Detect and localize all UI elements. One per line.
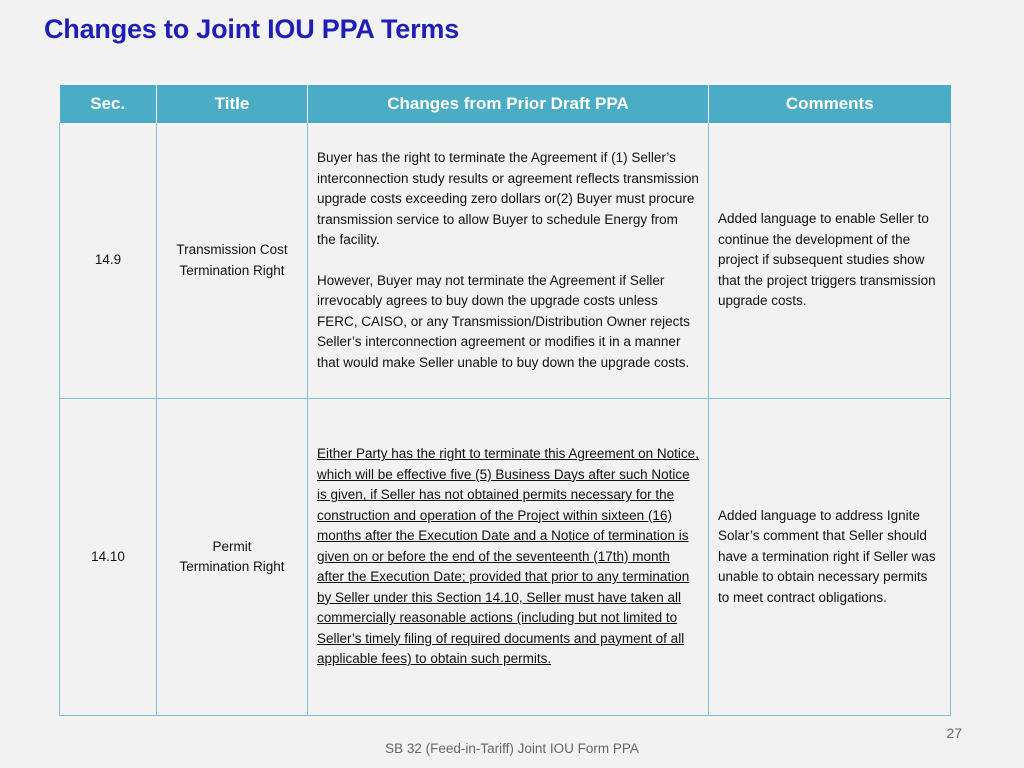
cell-sec: 14.9: [60, 123, 157, 399]
title-line: Termination Right: [179, 262, 285, 278]
cell-comments: Added language to enable Seller to continue the development of the project if subsequent studies show that the project triggers transmission upgrade costs.: [709, 123, 951, 399]
table-row: [60, 399, 951, 716]
title-line: Termination Right: [179, 559, 285, 574]
cell-comments: Added language to address Ignite Solar’s comment that Seller should have a termination right if Seller was unable to obtain necessary permits to meet contract obligations.: [709, 399, 951, 716]
title-line: Permit: [212, 538, 252, 554]
table-row: [60, 123, 951, 399]
footer-text: SB 32 (Feed-in-Tariff) Joint IOU Form PPA: [385, 741, 639, 756]
table-header-row: [60, 85, 951, 123]
changes-paragraph-added: Either Party has the right to terminate this Agreement on Notice, which will be effective five (5) Business Days after such Notice is given, if Seller has not obtained permits necessary for the construction and operation of the Project within sixteen (16) months after the Execution Date and a Notice of termination is given on or before the end of the seventeenth (17th) month after the Execution Date; provided that prior to any termination by Seller under this Section 14.10, Seller must have taken all commercially reasonable actions (including but not limited to Seller’s timely filing of required documents and payment of all applicable fees) to obtain such permits.: [317, 446, 699, 667]
changes-paragraph: Buyer has the right to terminate the Agreement if (1) Seller’s interconnection study results or agreement reflects transmission upgrade costs exceeding zero dollars or(2) Buyer must procure transmission service to allow Buyer to schedule Energy from the facility.: [317, 150, 699, 247]
header-changes: Changes from Prior Draft PPA: [308, 85, 709, 123]
header-title: Title: [157, 85, 308, 123]
cell-changes: [308, 399, 709, 716]
cell-title: [157, 123, 308, 399]
slide-title: Changes to Joint IOU PPA Terms: [44, 14, 460, 44]
page-number: 27: [946, 725, 962, 741]
header-sec: Sec.: [60, 85, 157, 123]
cell-changes: [308, 123, 709, 399]
changes-table: [59, 85, 951, 716]
cell-sec: 14.10: [60, 399, 157, 716]
title-line: Transmission Cost: [176, 242, 288, 257]
header-comments: Comments: [709, 85, 951, 123]
changes-paragraph: However, Buyer may not terminate the Agreement if Seller irrevocably agrees to buy down the upgrade costs unless FERC, CAISO, or any Transmission/Distribution Owner rejects Seller’s interconnection agreement or modifies it in a manner that would make Seller unable to buy down the upgrade costs.: [317, 272, 690, 370]
cell-title: [157, 399, 308, 716]
